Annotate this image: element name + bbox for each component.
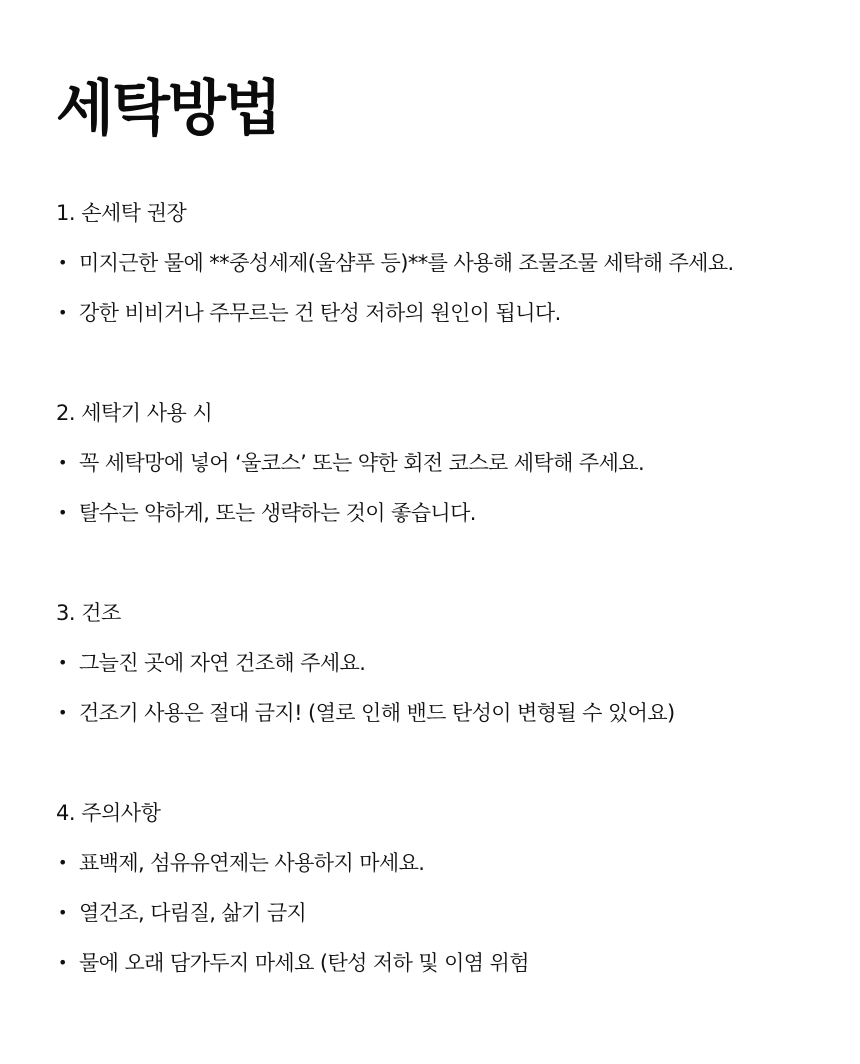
bullet-list xyxy=(56,250,804,350)
list-item xyxy=(56,650,804,700)
bullet-icon: • xyxy=(58,653,67,672)
bullet-icon: • xyxy=(58,903,67,922)
list-item xyxy=(56,250,804,300)
list-item-text: 물에 오래 담가두지 마세요 (탄성 저하 및 이염 위험 xyxy=(79,951,529,975)
page-title: 세탁방법 xyxy=(56,74,280,144)
list-item xyxy=(56,450,804,500)
section-hand-wash xyxy=(56,200,804,350)
list-item xyxy=(56,850,804,900)
section-cautions xyxy=(56,800,804,1000)
bullet-icon: • xyxy=(58,853,67,872)
bullet-list xyxy=(56,850,804,1000)
list-item-text: 미지근한 물에 **중성세제(울샴푸 등)**를 사용해 조물조물 세탁해 주세요. xyxy=(79,251,734,275)
list-item xyxy=(56,300,804,350)
list-item-text: 강한 비비거나 주무르는 건 탄성 저하의 원인이 됩니다. xyxy=(79,301,561,325)
section-washing-machine xyxy=(56,400,804,550)
list-item-text: 그늘진 곳에 자연 건조해 주세요. xyxy=(79,651,366,675)
section-heading: 3. 건조 xyxy=(56,601,121,625)
bullet-icon: • xyxy=(58,253,67,272)
list-item xyxy=(56,900,804,950)
list-item-text: 꼭 세탁망에 넣어 ‘울코스’ 또는 약한 회전 코스로 세탁해 주세요. xyxy=(79,451,645,475)
section-heading: 4. 주의사항 xyxy=(56,801,161,825)
bullet-icon: • xyxy=(58,503,67,522)
bullet-icon: • xyxy=(58,453,67,472)
bullet-icon: • xyxy=(58,303,67,322)
list-item xyxy=(56,950,804,1000)
section-heading: 2. 세탁기 사용 시 xyxy=(56,401,213,425)
list-item-text: 건조기 사용은 절대 금지! (열로 인해 밴드 탄성이 변형될 수 있어요) xyxy=(79,701,675,725)
list-item-text: 열건조, 다림질, 삶기 금지 xyxy=(79,901,307,925)
care-sections xyxy=(56,200,804,1000)
bullet-icon: • xyxy=(58,703,67,722)
list-item-text: 표백제, 섬유유연제는 사용하지 마세요. xyxy=(79,851,425,875)
section-heading: 1. 손세탁 권장 xyxy=(56,201,187,225)
list-item xyxy=(56,500,804,550)
bullet-icon: • xyxy=(58,953,67,972)
section-drying xyxy=(56,600,804,750)
bullet-list xyxy=(56,450,804,550)
list-item xyxy=(56,700,804,750)
list-item-text: 탈수는 약하게, 또는 생략하는 것이 좋습니다. xyxy=(79,501,476,525)
bullet-list xyxy=(56,650,804,750)
